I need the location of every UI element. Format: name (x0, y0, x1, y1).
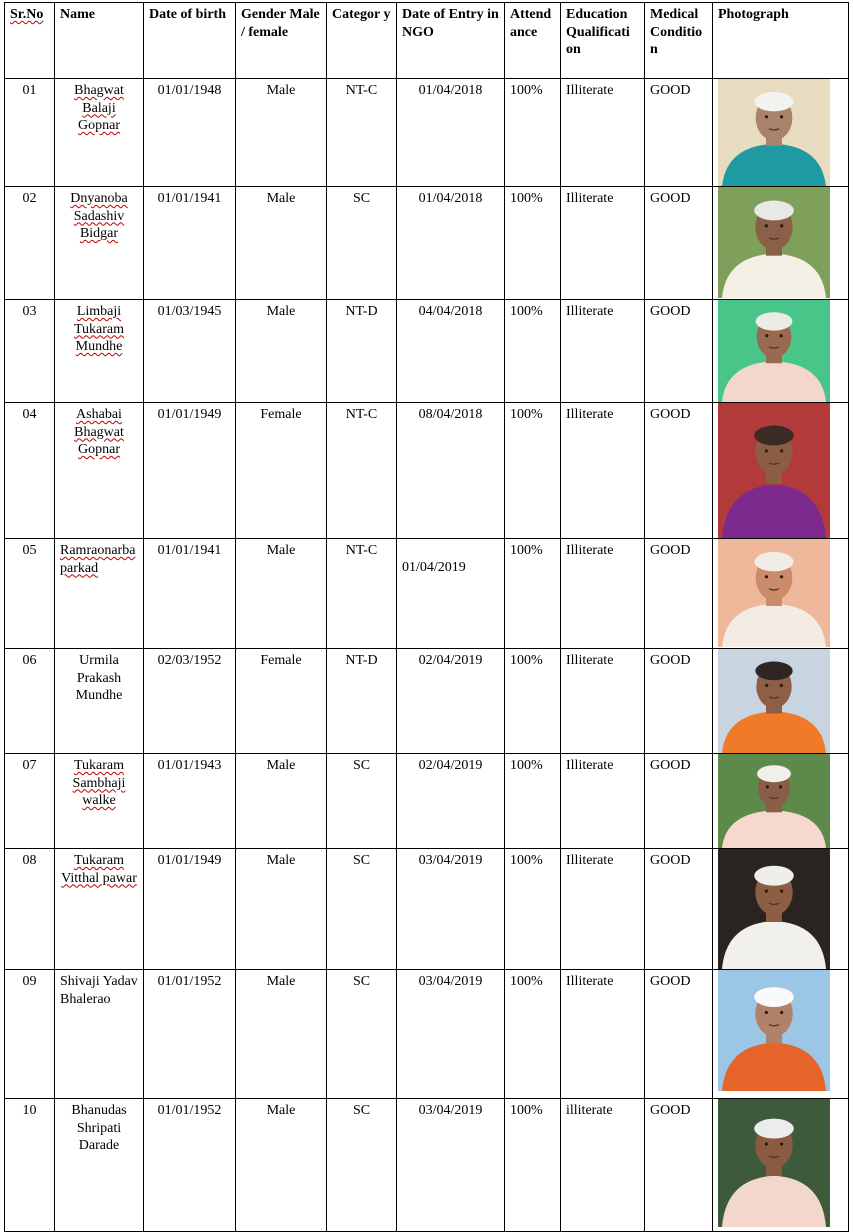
cell-education: Illiterate (561, 754, 645, 849)
table-row (5, 970, 849, 1099)
cell-gender: Male (236, 187, 327, 300)
header-photo: Photograph (713, 3, 849, 79)
photo-eye-left (765, 575, 768, 578)
cell-gender: Male (236, 754, 327, 849)
header-dob: Date of birth (144, 3, 236, 79)
header-gender: Gender Male / female (236, 3, 327, 79)
cell-name: Limbaji Tukaram Mundhe (55, 300, 144, 403)
cell-sr: 05 (5, 539, 55, 649)
cell-category: NT-C (327, 403, 397, 539)
cell-entry: 02/04/2019 (397, 649, 505, 754)
cell-education: illiterate (561, 1099, 645, 1232)
header-category: Categor y (327, 3, 397, 79)
photo-hair (754, 1119, 794, 1139)
cell-sr: 03 (5, 300, 55, 403)
cell-medical: GOOD (645, 403, 713, 539)
header-medical: Medical Conditio n (645, 3, 713, 79)
photo-hair (757, 765, 791, 782)
cell-education: Illiterate (561, 79, 645, 187)
cell-entry: 03/04/2019 (397, 849, 505, 970)
photo-eye-left (765, 1142, 768, 1145)
photo-eye-right (780, 449, 783, 452)
cell-photograph (713, 539, 849, 649)
cell-name: Tukaram Sambhaji walke (55, 754, 144, 849)
photo-eye-right (780, 1011, 783, 1014)
cell-gender: Male (236, 849, 327, 970)
beneficiary-table (4, 2, 849, 1232)
header-education: Education Qualificati on (561, 3, 645, 79)
cell-category: SC (327, 754, 397, 849)
cell-medical: GOOD (645, 300, 713, 403)
cell-attendance: 100% (505, 970, 561, 1099)
cell-gender: Female (236, 649, 327, 754)
cell-medical: GOOD (645, 649, 713, 754)
cell-education: Illiterate (561, 849, 645, 970)
header-entry: Date of Entry in NGO (397, 3, 505, 79)
photo-eye-left (765, 1011, 768, 1014)
cell-entry: 04/04/2018 (397, 300, 505, 403)
table-row (5, 300, 849, 403)
table-row (5, 187, 849, 300)
photo-eye-left (765, 684, 768, 687)
table-row (5, 849, 849, 970)
portrait-photo (718, 649, 830, 753)
photo-eye-right (780, 684, 783, 687)
cell-gender: Male (236, 539, 327, 649)
cell-entry: 01/04/2018 (397, 79, 505, 187)
photo-eye-right (779, 785, 782, 788)
cell-medical: GOOD (645, 79, 713, 187)
photo-hair (755, 661, 792, 680)
photo-eye-left (765, 449, 768, 452)
cell-entry: 01/04/2019 (397, 539, 505, 649)
header-name: Name (55, 3, 144, 79)
cell-entry: 03/04/2019 (397, 1099, 505, 1232)
cell-attendance: 100% (505, 187, 561, 300)
cell-dob: 02/03/1952 (144, 649, 236, 754)
photo-hair (754, 987, 794, 1007)
cell-sr: 10 (5, 1099, 55, 1232)
cell-category: NT-D (327, 300, 397, 403)
portrait-photo (718, 403, 830, 539)
photo-eye-left (765, 115, 768, 118)
cell-category: NT-C (327, 539, 397, 649)
cell-sr: 02 (5, 187, 55, 300)
photo-hair (754, 201, 794, 221)
cell-education: Illiterate (561, 649, 645, 754)
cell-dob: 01/01/1949 (144, 403, 236, 539)
cell-medical: GOOD (645, 970, 713, 1099)
cell-dob: 01/01/1948 (144, 79, 236, 187)
cell-education: Illiterate (561, 300, 645, 403)
cell-photograph (713, 1099, 849, 1232)
cell-name: Bhagwat Balaji Gopnar (55, 79, 144, 187)
photo-hair (754, 866, 794, 886)
cell-attendance: 100% (505, 79, 561, 187)
cell-name: Tukaram Vitthal pawar (55, 849, 144, 970)
cell-name: Shivaji Yadav Bhalerao (55, 970, 144, 1099)
cell-education: Illiterate (561, 403, 645, 539)
cell-medical: GOOD (645, 1099, 713, 1232)
cell-sr: 09 (5, 970, 55, 1099)
cell-attendance: 100% (505, 300, 561, 403)
cell-entry: 02/04/2019 (397, 754, 505, 849)
cell-attendance: 100% (505, 1099, 561, 1232)
cell-category: SC (327, 970, 397, 1099)
cell-dob: 01/01/1943 (144, 754, 236, 849)
cell-photograph (713, 970, 849, 1099)
photo-eye-right (780, 575, 783, 578)
cell-category: SC (327, 187, 397, 300)
header-sr-no: Sr.No (5, 3, 55, 79)
photo-eye-left (765, 224, 768, 227)
cell-photograph (713, 754, 849, 849)
cell-photograph (713, 849, 849, 970)
cell-photograph (713, 300, 849, 403)
portrait-photo (718, 79, 830, 187)
cell-dob: 01/01/1952 (144, 1099, 236, 1232)
photo-hair (756, 312, 793, 330)
photo-hair (755, 552, 794, 571)
cell-category: SC (327, 1099, 397, 1232)
cell-attendance: 100% (505, 849, 561, 970)
cell-photograph (713, 649, 849, 754)
photo-hair (755, 92, 794, 111)
portrait-photo (718, 970, 830, 1091)
cell-medical: GOOD (645, 187, 713, 300)
portrait-photo (718, 754, 830, 848)
cell-education: Illiterate (561, 539, 645, 649)
table-row (5, 754, 849, 849)
cell-photograph (713, 79, 849, 187)
cell-gender: Male (236, 1099, 327, 1232)
table-row (5, 649, 849, 754)
cell-dob: 01/01/1941 (144, 187, 236, 300)
cell-name: Bhanudas Shripati Darade (55, 1099, 144, 1232)
cell-education: Illiterate (561, 970, 645, 1099)
cell-photograph (713, 187, 849, 300)
cell-sr: 08 (5, 849, 55, 970)
cell-photograph (713, 403, 849, 539)
cell-education: Illiterate (561, 187, 645, 300)
cell-category: NT-C (327, 79, 397, 187)
photo-eye-left (765, 334, 768, 337)
portrait-photo (718, 300, 830, 402)
cell-dob: 01/03/1945 (144, 300, 236, 403)
cell-gender: Male (236, 970, 327, 1099)
cell-category: SC (327, 849, 397, 970)
cell-dob: 01/01/1952 (144, 970, 236, 1099)
cell-name: Urmila Prakash Mundhe (55, 649, 144, 754)
header-row (5, 3, 849, 79)
table-row (5, 1099, 849, 1232)
cell-gender: Male (236, 300, 327, 403)
cell-gender: Male (236, 79, 327, 187)
cell-attendance: 100% (505, 539, 561, 649)
cell-gender: Female (236, 403, 327, 539)
portrait-photo (718, 1099, 830, 1227)
cell-dob: 01/01/1941 (144, 539, 236, 649)
photo-eye-right (780, 1142, 783, 1145)
cell-entry: 03/04/2019 (397, 970, 505, 1099)
table-row (5, 403, 849, 539)
photo-eye-left (765, 890, 768, 893)
cell-attendance: 100% (505, 754, 561, 849)
cell-dob: 01/01/1949 (144, 849, 236, 970)
cell-sr: 04 (5, 403, 55, 539)
cell-sr: 01 (5, 79, 55, 187)
cell-entry: 08/04/2018 (397, 403, 505, 539)
cell-name: Dnyanoba Sadashiv Bidgar (55, 187, 144, 300)
cell-category: NT-D (327, 649, 397, 754)
cell-name: Ramraonarbaparkad (55, 539, 144, 649)
portrait-photo (718, 539, 830, 647)
photo-hair (754, 426, 794, 446)
cell-sr: 06 (5, 649, 55, 754)
table-row (5, 539, 849, 649)
header-attendance: Attend ance (505, 3, 561, 79)
cell-attendance: 100% (505, 649, 561, 754)
photo-eye-right (780, 224, 783, 227)
cell-name: Ashabai Bhagwat Gopnar (55, 403, 144, 539)
photo-eye-left (766, 785, 769, 788)
cell-medical: GOOD (645, 849, 713, 970)
table-row (5, 79, 849, 187)
photo-eye-right (780, 334, 783, 337)
photo-eye-right (780, 890, 783, 893)
cell-entry: 01/04/2018 (397, 187, 505, 300)
portrait-photo (718, 849, 830, 969)
photo-eye-right (780, 115, 783, 118)
cell-medical: GOOD (645, 539, 713, 649)
cell-sr: 07 (5, 754, 55, 849)
portrait-photo (718, 187, 830, 298)
cell-attendance: 100% (505, 403, 561, 539)
cell-medical: GOOD (645, 754, 713, 849)
